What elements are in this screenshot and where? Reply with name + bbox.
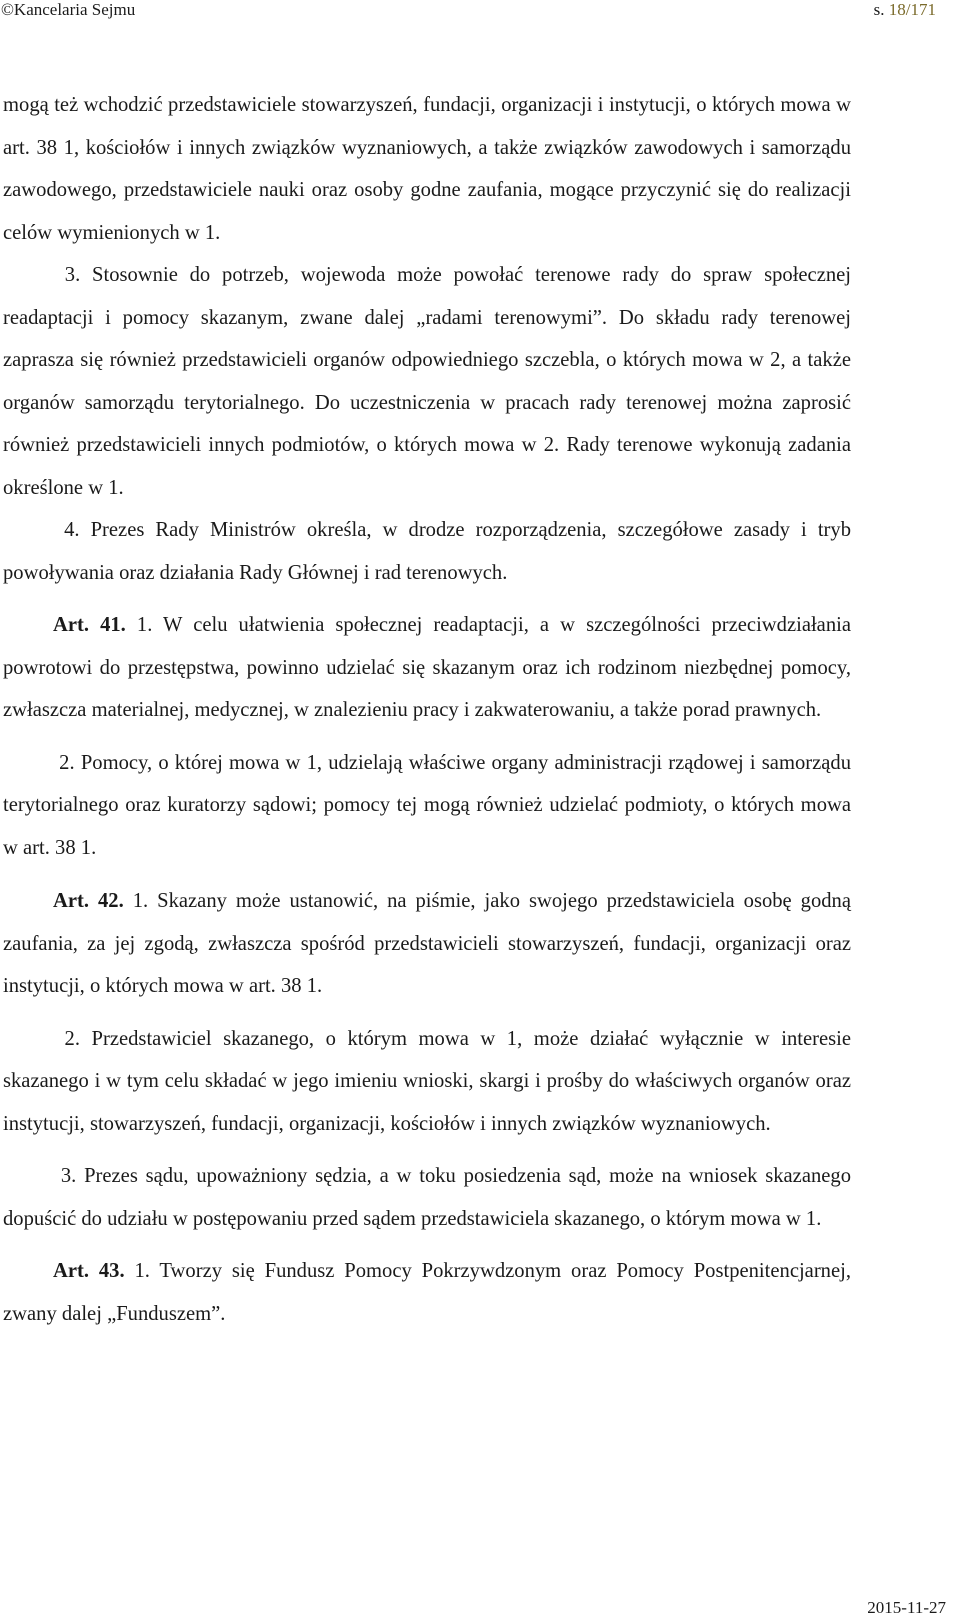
- article-41: [3, 604, 851, 732]
- article-42: [3, 880, 851, 1008]
- paragraph-text: 3. Stosownie do potrzeb, wojewoda może powołać terenowe rady do spraw społecznej readaptacji i pomocy skazanym, zwane dalej „radami terenowymi”. Do składu rady terenowej zaprasza się również przedstawicieli organów odpowiedniego szczebla, o których mowa w 2, a także organów samorządu terytorialnego. Do uczestniczenia w pracach rady terenowej można zaprosić również przedstawicieli innych podmiotów, o których mowa w 2. Rady terenowe wykonują zadania określone w 1.: [3, 264, 851, 499]
- page-number-value: 18/171: [888, 0, 936, 19]
- page-header: [0, 0, 960, 22]
- paragraph-text: 1. W celu ułatwienia społecznej readaptacji, a w szczególności przeciwdziałania powrotowi do przestępstwa, powinno udzielać się skazanym oraz ich rodzinom niezbędnej pomocy, zwłaszcza materialnej, medycznej, w znalezieniu pracy i zakwaterowaniu, a także porad prawnych.: [3, 614, 851, 721]
- page-number: [874, 0, 936, 20]
- article-42-sec-3: [3, 1155, 851, 1240]
- article-42-sec-2: [3, 1018, 851, 1146]
- copyright-notice: ©Kancelaria Sejmu: [1, 0, 136, 19]
- footer-date: 2015-11-27: [867, 1598, 946, 1617]
- paragraph-text: 4. Prezes Rady Ministrów określa, w drodze rozporządzenia, szczegółowe zasady i tryb powoływania oraz działania Rady Głównej i rad terenowych.: [3, 519, 851, 584]
- paragraph-sec-4: [3, 509, 851, 594]
- paragraph-text: 1. Skazany może ustanowić, na piśmie, jako swojego przedstawiciela osobę godną zaufania, za jej zgodą, zwłaszcza spośród przedstawicieli stowarzyszeń, fundacji, organizacji oraz instytucji, o których mowa w art. 38 1.: [3, 890, 851, 997]
- paragraph-text: 3. Prezes sądu, upoważniony sędzia, a w toku posiedzenia sąd, może na wniosek skazanego dopuścić do udziału w postępowaniu przed sądem przedstawiciela skazanego, o którym mowa w 1.: [3, 1165, 851, 1230]
- article-label: Art. 42.: [53, 890, 124, 912]
- document-body: [3, 84, 851, 1335]
- paragraph-continuation: mogą też wchodzić przedstawiciele stowarzyszeń, fundacji, organizacji i instytucji, o których mowa w art. 38 1, kościołów i innych związków wyznaniowych, a także związków zawodowych i samorządu zawodowego, przedstawiciele nauki oraz osoby godne zaufania, mogące przyczynić się do realizacji celów wymienionych w 1.: [3, 94, 851, 244]
- paragraph-text: 2. Przedstawiciel skazanego, o którym mowa w 1, może działać wyłącznie w interesie skazanego i w tym celu składać w jego imieniu wnioski, skargi i prośby do właściwych organów oraz instytucji, stowarzyszeń, fundacji, organizacji, kościołów i innych związków wyznaniowych.: [3, 1027, 851, 1135]
- page-number-prefix: s.: [873, 0, 889, 19]
- paragraph-sec-3: [3, 254, 851, 509]
- article-label: Art. 41.: [53, 614, 126, 636]
- article-43: [3, 1250, 851, 1335]
- paragraph-text: 2. Pomocy, o której mowa w 1, udzielają właściwe organy administracji rządowej i samorządu terytorialnego oraz kuratorzy sądowi; pomocy tej mogą również udzielać podmioty, o których mowa w art. 38 1.: [3, 751, 851, 859]
- article-41-sec-2: [3, 742, 851, 870]
- article-label: Art. 43.: [53, 1260, 125, 1282]
- paragraph-text: 1. Tworzy się Fundusz Pomocy Pokrzywdzonym oraz Pomocy Postpenitencjarnej, zwany dalej „Funduszem”.: [3, 1260, 851, 1325]
